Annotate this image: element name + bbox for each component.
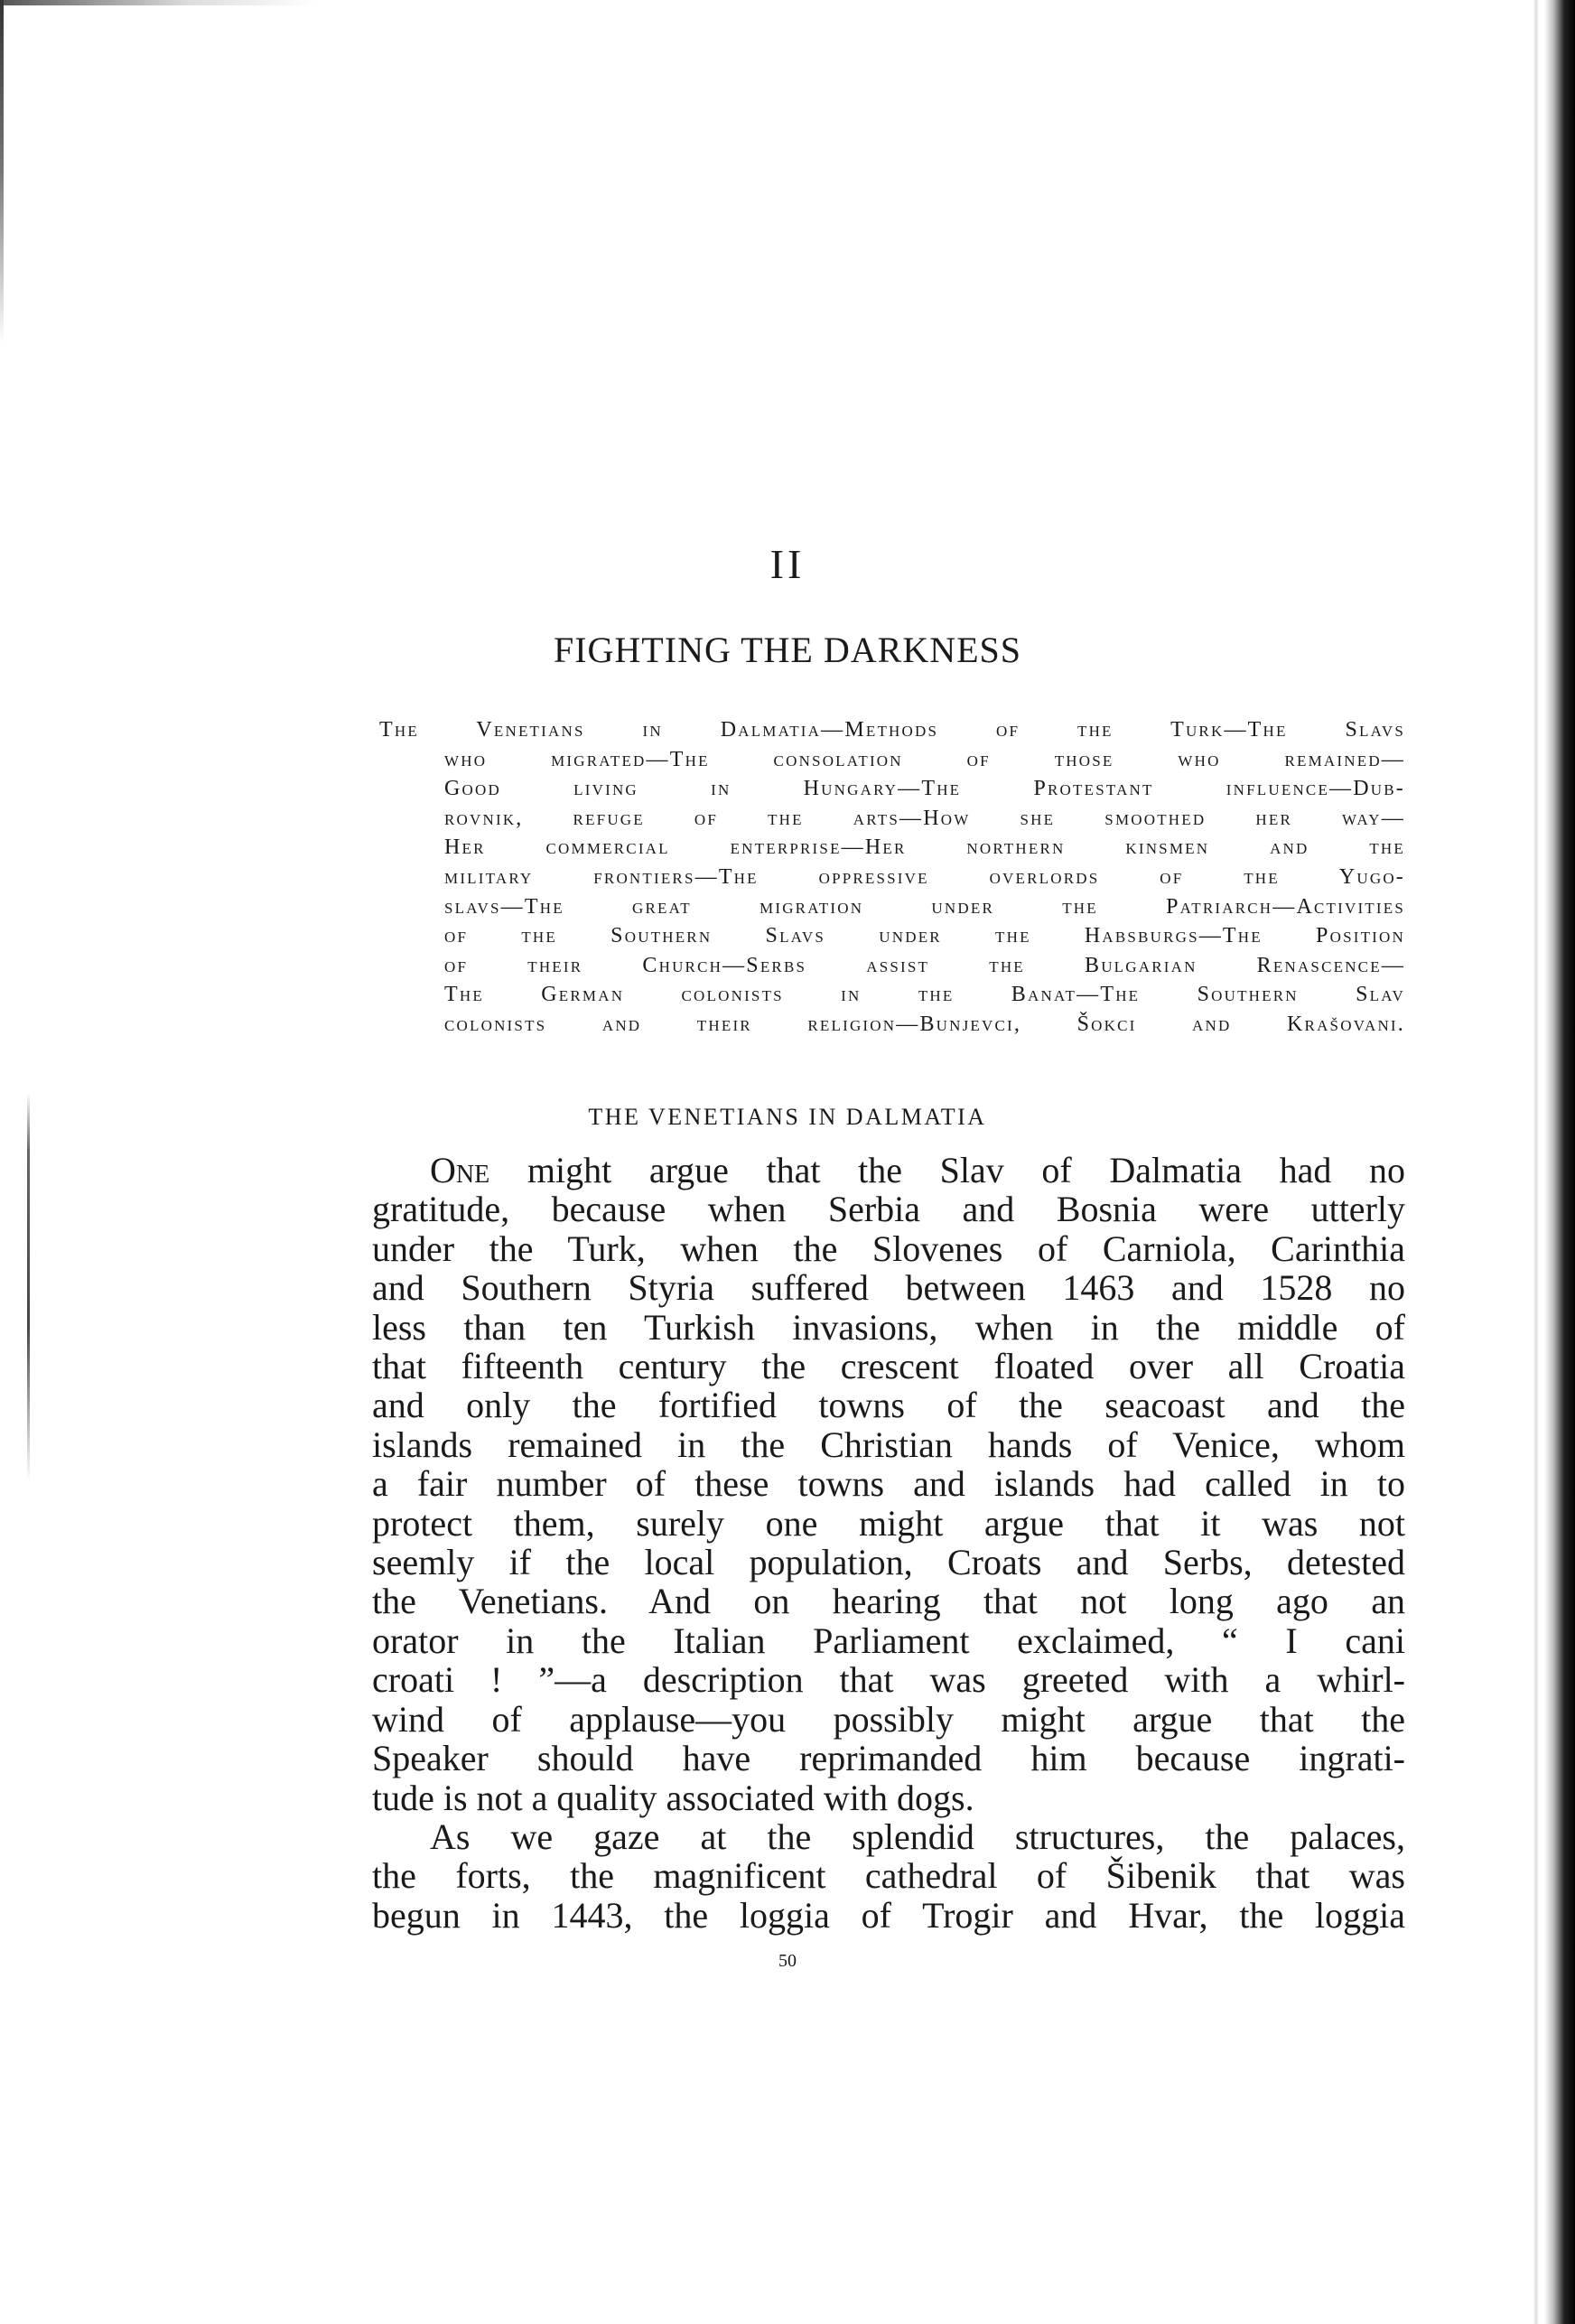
synopsis-line: The German colonists in the Banat—The Southern Slav xyxy=(444,983,1405,1007)
body-line: the Venetians. And on hearing that not long ago an xyxy=(372,1581,1405,1622)
body-line: and only the fortified towns of the seacoast and the xyxy=(372,1385,1405,1426)
synopsis-line: rovnik, refuge of the arts—How she smoothed her way— xyxy=(444,806,1405,830)
synopsis-line: colonists and their religion—Bunjevci, Šokci and Krašovani. xyxy=(444,1012,1405,1036)
body-line: less than ten Turkish invasions, when in the middle of xyxy=(372,1306,1405,1348)
body-line: begun in 1443, the loggia of Trogir and Hvar, the loggia xyxy=(372,1894,1405,1936)
synopsis-line: Good living in Hungary—The Protestant influence—Dub- xyxy=(444,777,1405,801)
opening-word: One xyxy=(430,1150,490,1190)
scan-edge-top xyxy=(0,0,1575,5)
synopsis-line: of their Church—Serbs assist the Bulgarian Renascence— xyxy=(444,953,1405,977)
body-line: As we gaze at the splendid structures, the palaces, xyxy=(430,1815,1405,1857)
body-line: islands remained in the Christian hands of Venice, whom xyxy=(372,1423,1405,1465)
body-line: croati ! ”—a description that was greeted with a whirl- xyxy=(372,1659,1405,1701)
section-heading: THE VENETIANS IN DALMATIA xyxy=(588,1104,987,1130)
synopsis-line: slavs—The great migration under the Patriarch—Activities xyxy=(444,894,1405,919)
synopsis-line: The Venetians in Dalmatia—Methods of the Turk—The Slavs xyxy=(379,718,1405,742)
synopsis-line: of the Southern Slavs under the Habsburgs—The Position xyxy=(444,924,1405,948)
synopsis-line: military frontiers—The oppressive overlords of the Yugo- xyxy=(444,864,1405,889)
body-line: under the Turk, when the Slovenes of Carniola, Carinthia xyxy=(372,1227,1405,1269)
body-line: that fifteenth century the crescent floated over all Croatia xyxy=(372,1346,1405,1387)
body-line: gratitude, because when Serbia and Bosnia were utterly xyxy=(372,1189,1405,1230)
scan-edge-right xyxy=(1544,0,1575,2324)
scan-edge-left xyxy=(0,0,4,343)
body-line: a fair number of these towns and islands had called in to xyxy=(372,1463,1405,1505)
page-number: 50 xyxy=(778,1951,797,1971)
body-line: tude is not a quality associated with dogs. xyxy=(372,1777,974,1818)
body-line-text: might argue that the Slav of Dalmatia had no xyxy=(489,1150,1405,1190)
body-line: and Southern Styria suffered between 1463 and 1528 no xyxy=(372,1267,1405,1309)
scan-edge-right-inner xyxy=(1533,0,1539,2324)
chapter-synopsis xyxy=(379,715,1405,1040)
body-line xyxy=(372,1151,1405,1190)
chapter-title: FIGHTING THE DARKNESS xyxy=(553,630,1022,670)
body-line: the forts, the magnificent cathedral of Šibenik that was xyxy=(372,1855,1405,1897)
chapter-number: II xyxy=(769,541,806,587)
body-line: seemly if the local population, Croats and Serbs, detested xyxy=(372,1542,1405,1583)
synopsis-line: Her commercial enterprise—Her northern kinsmen and the xyxy=(444,835,1405,860)
body-line: protect them, surely one might argue that it was not xyxy=(372,1502,1405,1544)
body-line: orator in the Italian Parliament exclaimed, “ I cani xyxy=(372,1619,1405,1661)
scan-edge-left-lower xyxy=(27,1093,30,1481)
body-text xyxy=(372,1151,1405,1935)
synopsis-line: who migrated—The consolation of those who remained— xyxy=(444,747,1405,771)
body-line: wind of applause—you possibly might argue that the xyxy=(372,1698,1405,1740)
body-line: Speaker should have reprimanded him because ingrati- xyxy=(372,1738,1405,1779)
